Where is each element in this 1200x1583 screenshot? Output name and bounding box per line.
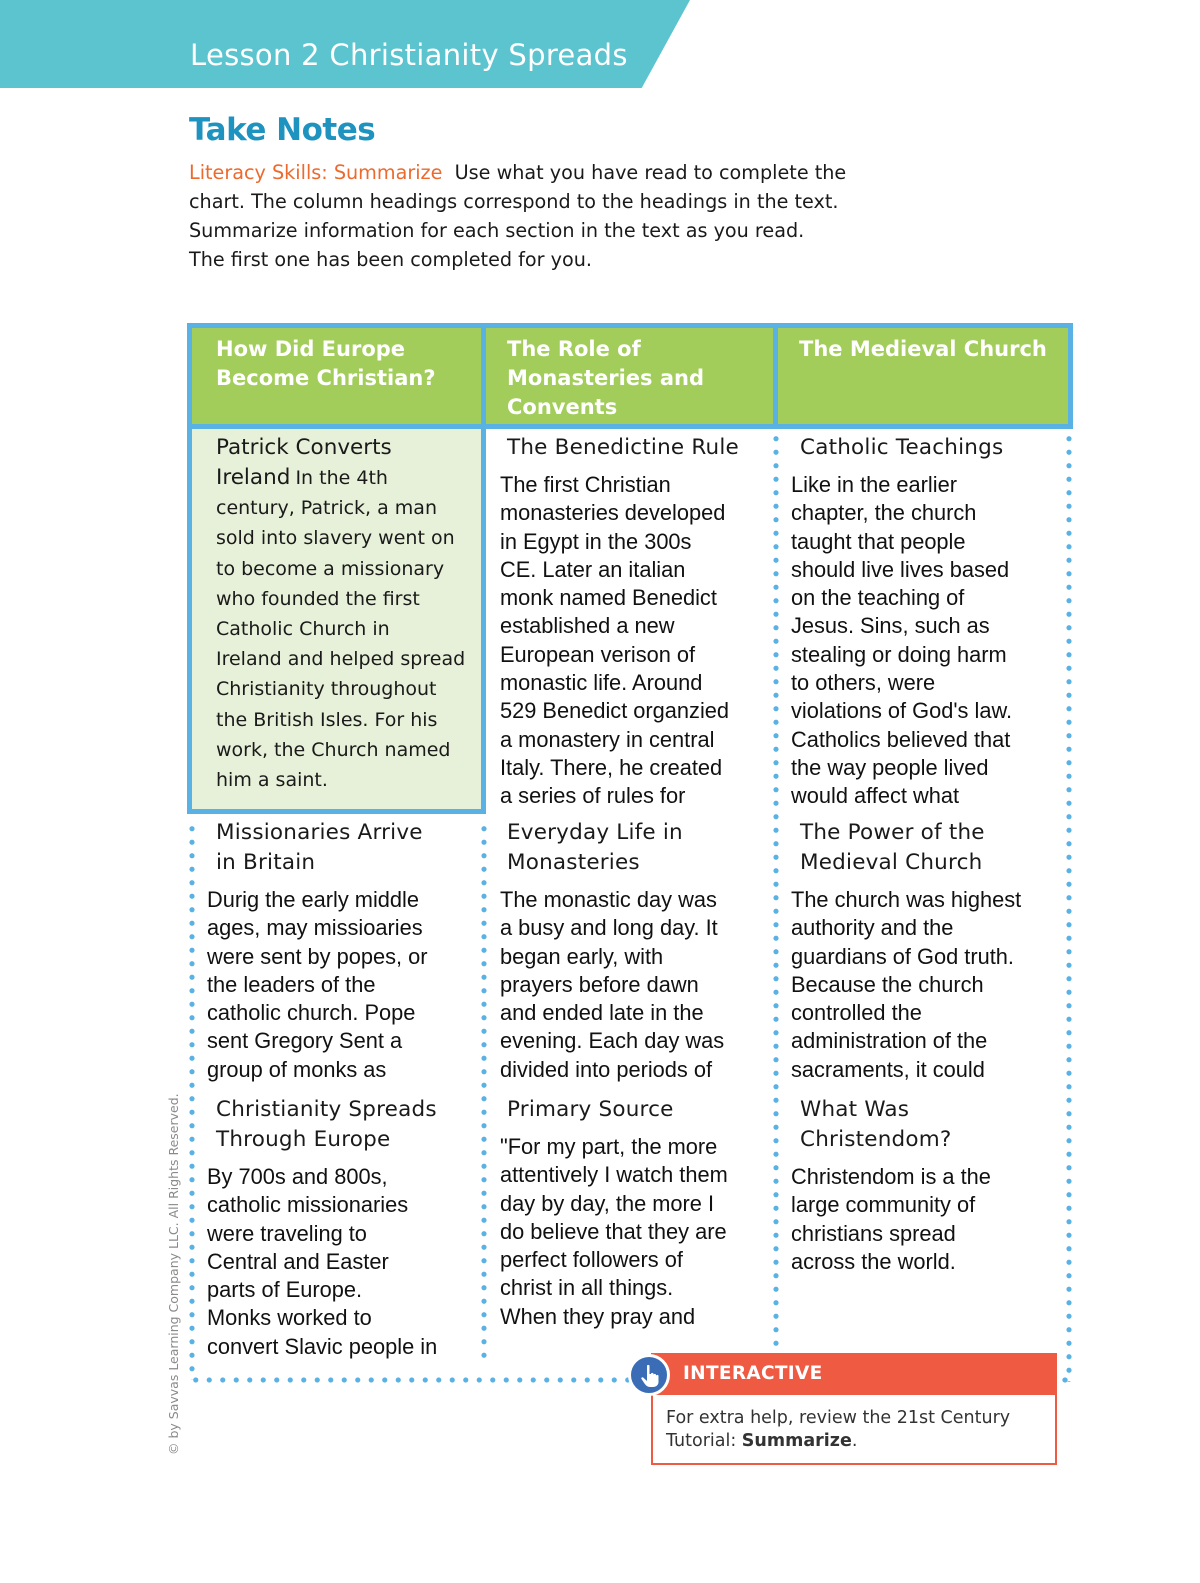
text-line: Christianity throughout bbox=[216, 678, 437, 701]
text-line: Catholic Teachings bbox=[800, 435, 1004, 460]
text-line: Christendom is a the bbox=[791, 1164, 991, 1189]
text-line: By 700s and 800s, bbox=[207, 1164, 388, 1189]
interactive-text: For extra help, review the 21st Century Tutorial: Summarize. bbox=[666, 1408, 1011, 1451]
text-line: in Britain bbox=[216, 850, 316, 875]
cell-heading bbox=[207, 818, 477, 878]
text-line: would affect what bbox=[791, 783, 960, 809]
table-divider bbox=[481, 323, 486, 429]
cell-body bbox=[207, 886, 477, 1083]
text-line: the British Isles. For his bbox=[216, 708, 438, 731]
text-line: the way people lived bbox=[791, 754, 989, 780]
text-line: century, Patrick, a man bbox=[216, 497, 437, 520]
text-line: were sent by popes, or bbox=[207, 943, 428, 969]
text-line: The Benedictine Rule bbox=[507, 435, 739, 460]
text-line: sent Gregory Sent a bbox=[207, 1028, 403, 1054]
table-header-divider bbox=[187, 424, 1073, 429]
text-line: chapter, the church bbox=[791, 500, 977, 526]
cell-primary-source bbox=[500, 1095, 768, 1345]
text-line: day by day, the more I bbox=[500, 1190, 715, 1216]
text-line: do believe that they are bbox=[500, 1218, 727, 1244]
table-divider bbox=[773, 323, 778, 429]
copyright-notice: © by Savvas Learning Company LLC. All Rights Reserved. bbox=[166, 1093, 181, 1455]
text-line: a monastery in central bbox=[500, 726, 715, 752]
text-line: The first Christian bbox=[500, 472, 671, 497]
text-line: should live lives based bbox=[791, 556, 1010, 582]
text-line: Like in the earlier bbox=[791, 472, 957, 497]
text-line: Jesus. Sins, such as bbox=[791, 613, 990, 639]
text-line: taught that people bbox=[791, 528, 966, 554]
text-line: authority and the bbox=[791, 915, 954, 941]
cell-missionaries-arrive bbox=[207, 818, 477, 1083]
column-title-1: How Did Europe Become Christian? bbox=[216, 337, 436, 390]
dotted-border bbox=[1058, 1377, 1072, 1383]
text-line: controlled the bbox=[791, 1000, 922, 1026]
instructions-line: Summarize information for each section in the text as you read. bbox=[189, 219, 805, 242]
text-line: Medieval Church bbox=[800, 850, 983, 875]
cell-body bbox=[791, 1163, 1061, 1276]
cell-everyday-life bbox=[500, 818, 768, 1083]
cell-body bbox=[216, 493, 478, 795]
text-line: prayers before dawn bbox=[500, 971, 699, 997]
text-line: the leaders of the bbox=[207, 971, 376, 997]
text-line: divided into periods of bbox=[500, 1056, 713, 1082]
interactive-label: INTERACTIVE bbox=[683, 1363, 823, 1384]
text-line: 529 Benedict organzied bbox=[500, 698, 730, 724]
text-line: perfect followers of bbox=[500, 1247, 683, 1273]
cell-benedictine-rule bbox=[500, 433, 768, 811]
text-line: him a saint. bbox=[216, 769, 328, 792]
text-line: catholic missionaries bbox=[207, 1192, 409, 1218]
dotted-border bbox=[189, 1377, 649, 1383]
instructions-line: chart. The column headings correspond to the headings in the text. bbox=[189, 190, 839, 213]
text-line: who founded the first bbox=[216, 587, 420, 610]
text-line: to others, were bbox=[791, 670, 936, 696]
text-line: parts of Europe. bbox=[207, 1277, 363, 1303]
table-border-top bbox=[187, 323, 1073, 328]
dotted-border bbox=[189, 822, 195, 1380]
cell-heading bbox=[791, 433, 1061, 463]
pointer-hand-icon[interactable] bbox=[628, 1354, 670, 1396]
text-line: a series of rules for bbox=[500, 783, 686, 809]
cell-heading bbox=[207, 1095, 477, 1155]
text-line: Christianity Spreads bbox=[216, 1097, 437, 1122]
text-line: Monks worked to bbox=[207, 1305, 372, 1331]
example-border bbox=[187, 424, 192, 814]
text-line: Through Europe bbox=[216, 1127, 391, 1152]
text-line: European verison of bbox=[500, 641, 696, 667]
text-line: were traveling to bbox=[207, 1220, 367, 1246]
cell-what-was-christendom bbox=[791, 1095, 1061, 1345]
cell-heading bbox=[500, 1095, 768, 1125]
dotted-divider bbox=[773, 432, 779, 1362]
text-line: across the world. bbox=[791, 1248, 956, 1274]
cell-body bbox=[500, 471, 768, 811]
cell-catholic-teachings bbox=[791, 433, 1061, 811]
cell-christianity-spreads bbox=[207, 1095, 477, 1365]
text-line: Durig the early middle bbox=[207, 887, 420, 912]
text-line: convert Slavic people in bbox=[207, 1333, 438, 1359]
text-line: guardians of God truth. bbox=[791, 943, 1014, 969]
text-line: Central and Easter bbox=[207, 1248, 389, 1274]
cell-body bbox=[791, 471, 1061, 811]
text-line: on the teaching of bbox=[791, 585, 965, 611]
instructions bbox=[189, 158, 909, 274]
text-line: Because the church bbox=[791, 971, 984, 997]
text-line: work, the Church named bbox=[216, 738, 451, 761]
text-line: Primary Source bbox=[507, 1097, 674, 1122]
text-line: christ in all things. bbox=[500, 1275, 674, 1301]
cell-body bbox=[500, 1133, 768, 1331]
cell-heading: Ireland bbox=[216, 465, 291, 490]
skill-label: Literacy Skills: Summarize bbox=[189, 161, 443, 184]
text-line: monastic life. Around bbox=[500, 670, 703, 696]
text-line: Everyday Life in bbox=[507, 820, 683, 845]
column-title-line: Convents bbox=[507, 395, 618, 419]
text-line: sold into slavery went on bbox=[216, 527, 455, 550]
text-line: monk named Benedict bbox=[500, 585, 717, 611]
text-line: Christendom? bbox=[800, 1127, 952, 1152]
text-line: catholic church. Pope bbox=[207, 1000, 416, 1026]
text-line: "For my part, the more bbox=[500, 1134, 718, 1159]
column-title-3: The Medieval Church bbox=[799, 337, 1047, 361]
text-line: evening. Each day was bbox=[500, 1028, 725, 1054]
table-border-right bbox=[1068, 323, 1073, 429]
table-border-left bbox=[187, 323, 192, 429]
take-notes-heading: Take Notes bbox=[189, 112, 376, 148]
text-line: violations of God's law. bbox=[791, 698, 1013, 724]
text-line: Italy. There, he created bbox=[500, 754, 723, 780]
text-line: When they pray and bbox=[500, 1303, 696, 1329]
text-line: Ireland and helped spread bbox=[216, 648, 466, 671]
instructions-line: The first one has been completed for you. bbox=[189, 248, 592, 271]
text-line: and ended late in the bbox=[500, 1000, 704, 1026]
text-line: attentively I watch them bbox=[500, 1162, 728, 1188]
text-line: established a new bbox=[500, 613, 675, 639]
text-line: a busy and long day. It bbox=[500, 915, 718, 941]
example-border bbox=[187, 809, 486, 814]
text-line: Catholic Church in bbox=[216, 618, 390, 641]
text-line: ages, may missioaries bbox=[207, 915, 423, 941]
text-line: monasteries developed bbox=[500, 500, 726, 526]
cell-body bbox=[207, 1163, 477, 1361]
text-line: The Power of the bbox=[800, 820, 985, 845]
cell-heading bbox=[500, 818, 768, 878]
text-line: to become a missionary bbox=[216, 557, 445, 580]
instructions-line: Use what you have read to complete the bbox=[454, 161, 847, 184]
text-line: large community of bbox=[791, 1192, 976, 1218]
dotted-border bbox=[1066, 432, 1072, 1382]
example-border bbox=[481, 424, 486, 814]
lesson-title: Lesson 2 Christianity Spreads bbox=[190, 38, 628, 72]
cell-power-of-church bbox=[791, 818, 1061, 1083]
text-line: The church was highest bbox=[791, 887, 1022, 912]
text-line: Missionaries Arrive bbox=[216, 820, 423, 845]
text-line: in Egypt in the 300s bbox=[500, 528, 692, 554]
text-line: What Was bbox=[800, 1097, 910, 1122]
column-title-2: The Role of Monasteries and Convents bbox=[507, 335, 704, 422]
cell-body bbox=[500, 886, 768, 1083]
summarize-link[interactable]: Summarize bbox=[741, 1431, 852, 1451]
cell-body: In the 4th bbox=[295, 467, 388, 489]
text-line: sacraments, it could bbox=[791, 1056, 985, 1082]
cell-heading bbox=[791, 818, 1061, 878]
text-line: Monasteries bbox=[507, 850, 640, 875]
text-line: CE. Later an italian bbox=[500, 556, 686, 582]
text-line: christians spread bbox=[791, 1220, 956, 1246]
cell-heading: Patrick Converts bbox=[216, 435, 392, 460]
text-line: began early, with bbox=[500, 943, 664, 969]
cell-patrick-converts-ireland bbox=[216, 433, 478, 805]
cell-heading bbox=[791, 1095, 1061, 1155]
text-line: The monastic day was bbox=[500, 887, 717, 912]
dotted-divider bbox=[481, 822, 487, 1362]
cell-heading bbox=[500, 433, 768, 463]
text-line: group of monks as bbox=[207, 1056, 387, 1082]
text-line: stealing or doing harm bbox=[791, 641, 1007, 667]
cell-body bbox=[791, 886, 1061, 1083]
text-line: administration of the bbox=[791, 1028, 988, 1054]
text-line: Catholics believed that bbox=[791, 726, 1011, 752]
